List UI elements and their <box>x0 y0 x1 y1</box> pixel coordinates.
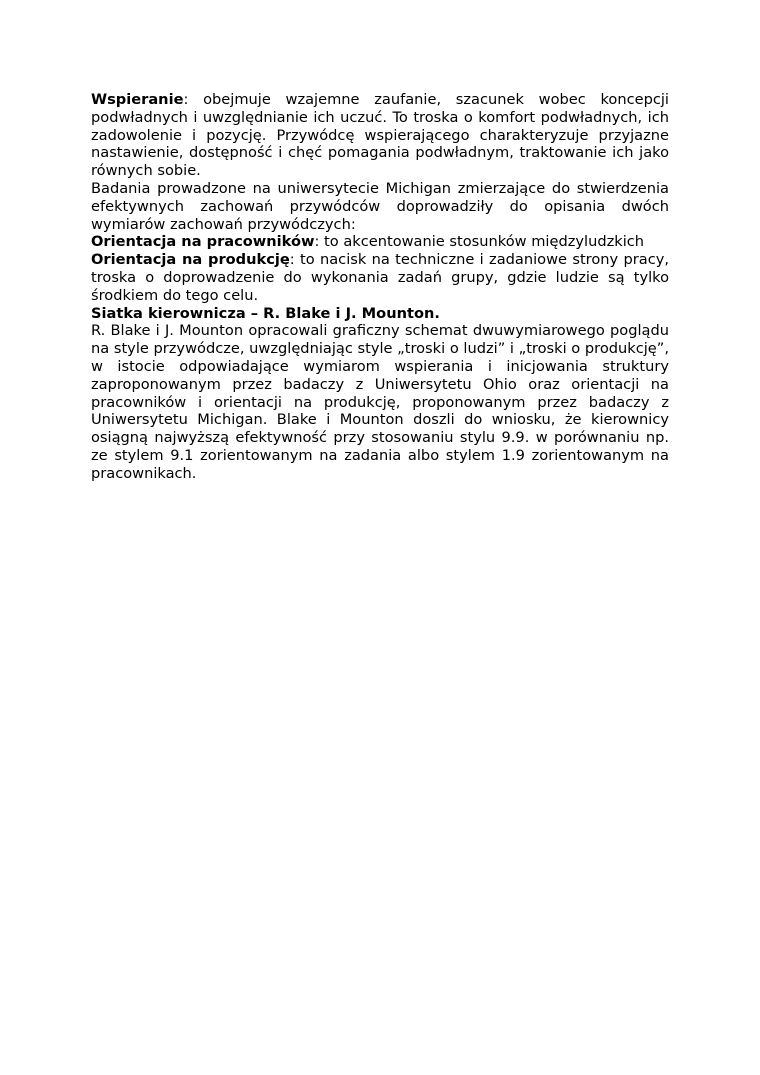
paragraph-orientacja-pracownikow <box>91 233 669 251</box>
paragraph-orientacja-produkcje-text: : to nacisk na techniczne i zadaniowe strony pracy, troska o doprowadzenie do wykonania zadań grupy, gdzie ludzie są tylko środkiem do tego celu. <box>91 251 669 304</box>
paragraph-wspieranie <box>91 91 669 180</box>
paragraph-michigan-research-text: Badania prowadzone na uniwersytecie Michigan zmierzające do stwierdzenia efektywnych zachowań przywódców doprowadziły do opisania dwóch wymiarów zachowań przywódczych: <box>91 179 669 233</box>
paragraph-wspieranie-text: : obejmuje wzajemne zaufanie, szacunek wobec koncepcji podwładnych i uwzględnianie ich uczuć. To troska o komfort podwładnych, ich zadowolenie i pozycję. Przywódcę wspierającego charakteryzuje przyjazne nastawienie, dostępność i chęć pomagania podwładnym, traktowanie ich jako równych sobie. <box>91 91 669 180</box>
paragraph-blake-mounton: R. Blake i J. Mounton opracowali graficzny schemat dwuwymiarowego poglądu na style przywódcze, uwzględniając style „troski o ludzi” i „troski o produkcję”, w istocie odpowiadające wymiarom wspierania i inicjowania struktury zaproponowanym przez badaczy z Uniwersytetu Ohio oraz orientacji na pracowników i orientacji na produkcję, proponowanym przez badaczy z Uniwersytetu Michigan. Blake i Mounton doszli do wniosku, że kierownicy osiągną najwyższą efektywność przy stosowaniu stylu 9.9. w porównaniu np. ze stylem 9.1 zorientowanym na zadania albo stylem 1.9 zorientowanym na pracownikach. <box>91 322 669 482</box>
term-orientacja-produkcje: Orientacja na produkcję <box>91 251 290 269</box>
term-wspieranie: Wspieranie <box>91 91 184 108</box>
term-orientacja-pracownikow: Orientacja na pracowników <box>91 233 315 251</box>
document-body <box>91 91 669 483</box>
paragraph-orientacja-produkcje <box>91 251 669 304</box>
section-heading: Siatka kierownicza – R. Blake i J. Mounton. <box>91 304 440 322</box>
paragraph-michigan-research <box>91 180 669 233</box>
paragraph-orientacja-pracownikow-text: : to akcentowanie stosunków międzyludzkich <box>314 233 645 251</box>
